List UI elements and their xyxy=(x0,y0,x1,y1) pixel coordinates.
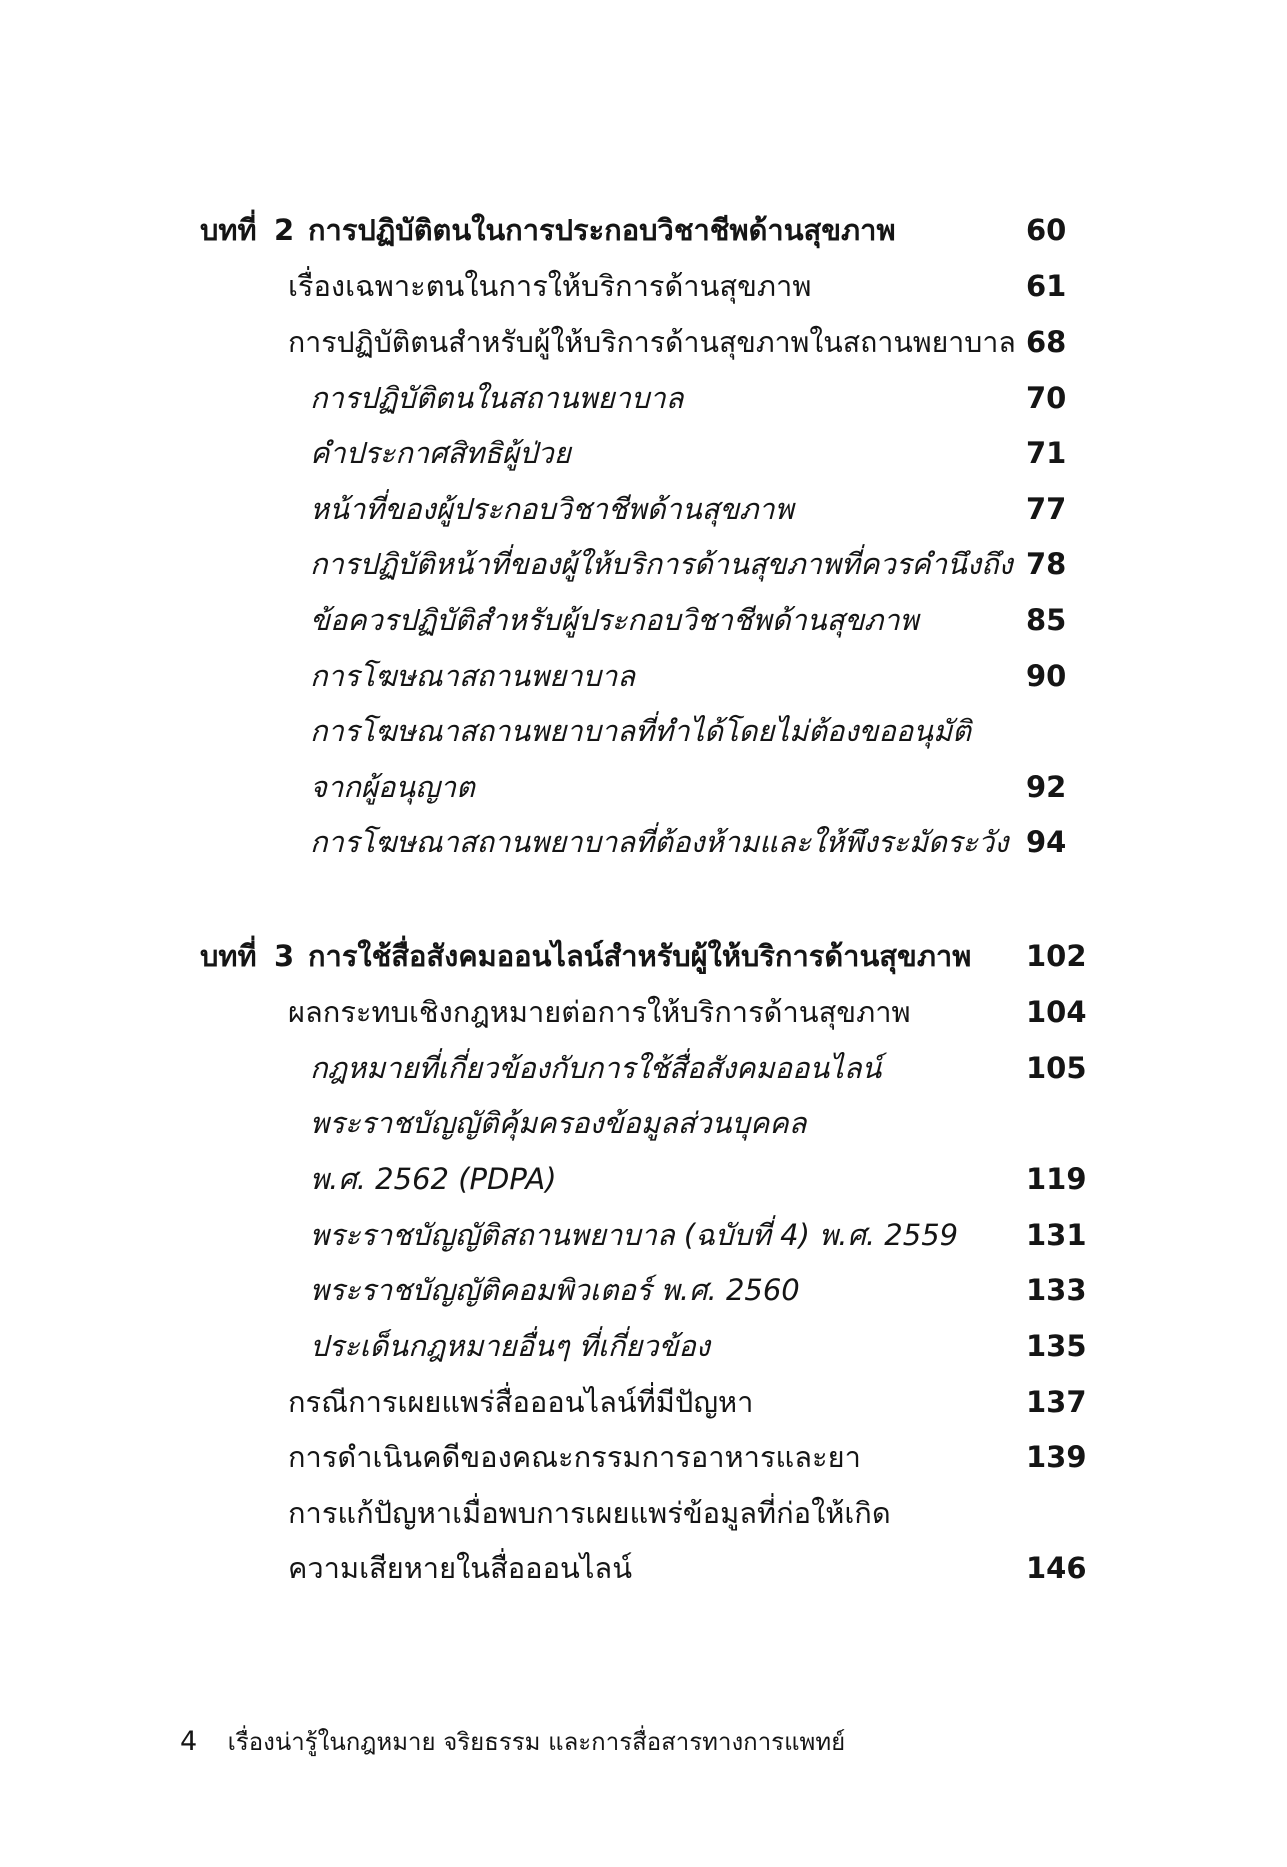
toc-page-number: 78 xyxy=(1026,547,1067,581)
footer-page-number: 4 xyxy=(180,1726,198,1757)
toc-entry-title: กฎหมายที่เกี่ยวข้องกับการใช้สื่อสังคมออนไลน์ xyxy=(310,1051,882,1085)
toc-page-number: 70 xyxy=(1026,381,1067,415)
toc-page-number: 61 xyxy=(1026,269,1067,303)
toc-page-number: 131 xyxy=(1026,1218,1087,1252)
chapter-number: 2 xyxy=(274,213,295,247)
toc-page-number: 102 xyxy=(1026,939,1087,973)
toc-page-number: 85 xyxy=(1026,603,1067,637)
toc-page-number: 104 xyxy=(1026,995,1087,1029)
page-footer xyxy=(180,1722,845,1762)
toc-page-number: 77 xyxy=(1026,492,1067,526)
toc-page-number: 105 xyxy=(1026,1051,1087,1085)
toc-page-number: 71 xyxy=(1026,436,1067,470)
toc-page-number: 139 xyxy=(1026,1440,1087,1474)
toc-entry-title: จากผู้อนุญาต xyxy=(310,770,475,804)
toc-page-number: 146 xyxy=(1026,1551,1087,1585)
toc-entry-title: เรื่องเฉพาะตนในการให้บริการด้านสุขภาพ xyxy=(288,269,812,303)
toc-page-number: 135 xyxy=(1026,1329,1087,1363)
toc-entry-title: การโฆษณาสถานพยาบาลที่ต้องห้ามและให้พึงระมัดระวัง xyxy=(310,825,1009,859)
toc-entry-title: หน้าที่ของผู้ประกอบวิชาชีพด้านสุขภาพ xyxy=(310,492,794,526)
toc-entry-title: คำประกาศสิทธิผู้ป่วย xyxy=(310,436,571,470)
toc-entry-title: กรณีการเผยแพร่สื่อออนไลน์ที่มีปัญหา xyxy=(288,1385,754,1419)
toc-page-number: 119 xyxy=(1026,1162,1087,1196)
toc-entry-title: พ.ศ. 2562 (PDPA) xyxy=(310,1162,557,1196)
toc-entry-title: การปฏิบัติตนสำหรับผู้ให้บริการด้านสุขภาพในสถานพยาบาล xyxy=(288,325,1016,359)
chapter-label: บทที่ xyxy=(200,939,257,973)
toc-page-number: 68 xyxy=(1026,325,1067,359)
toc-entry-title: ข้อควรปฏิบัติสำหรับผู้ประกอบวิชาชีพด้านสุขภาพ xyxy=(310,603,919,637)
toc-entry-title xyxy=(200,206,896,254)
toc-entry-title: ความเสียหายในสื่อออนไลน์ xyxy=(288,1551,633,1585)
toc-entry-title: การโฆษณาสถานพยาบาลที่ทำได้โดยไม่ต้องขออนุมัติ xyxy=(310,714,971,748)
toc-page-number: 60 xyxy=(1026,213,1067,247)
toc-entry-title: พระราชบัญญัติคุ้มครองข้อมูลส่วนบุคคล xyxy=(310,1106,807,1140)
toc-entry-title: การดำเนินคดีของคณะกรรมการอาหารและยา xyxy=(288,1440,861,1474)
toc-page-number: 92 xyxy=(1026,770,1067,804)
footer-book-title: เรื่องน่ารู้ในกฎหมาย จริยธรรม และการสื่อสารทางการแพทย์ xyxy=(227,1728,846,1756)
toc-entry-title: ผลกระทบเชิงกฎหมายต่อการให้บริการด้านสุขภาพ xyxy=(288,995,911,1029)
toc-entry-title: ประเด็นกฎหมายอื่นๆ ที่เกี่ยวข้อง xyxy=(310,1329,710,1363)
toc-entry-title: การแก้ปัญหาเมื่อพบการเผยแพร่ข้อมูลที่ก่อให้เกิด xyxy=(288,1496,891,1530)
toc-page-number: 90 xyxy=(1026,659,1067,693)
chapter-label: บทที่ xyxy=(200,213,257,247)
chapter-title: การใช้สื่อสังคมออนไลน์สำหรับผู้ให้บริการด้านสุขภาพ xyxy=(308,939,972,973)
chapter-number: 3 xyxy=(274,939,295,973)
toc-entry-title: พระราชบัญญัติสถานพยาบาล (ฉบับที่ 4) พ.ศ. 2559 xyxy=(310,1218,959,1252)
toc-page-number: 94 xyxy=(1026,825,1067,859)
toc-entry-title: การปฏิบัติหน้าที่ของผู้ให้บริการด้านสุขภาพที่ควรคำนึงถึง xyxy=(310,547,1013,581)
toc-page-number: 133 xyxy=(1026,1273,1087,1307)
toc-entry-title: พระราชบัญญัติคอมพิวเตอร์ พ.ศ. 2560 xyxy=(310,1273,800,1307)
chapter-title: การปฏิบัติตนในการประกอบวิชาชีพด้านสุขภาพ xyxy=(308,213,896,247)
toc-entry-title: การปฏิบัติตนในสถานพยาบาล xyxy=(310,381,684,415)
toc-entry-title: การโฆษณาสถานพยาบาล xyxy=(310,659,636,693)
toc-page-number: 137 xyxy=(1026,1385,1087,1419)
toc-entry-title xyxy=(200,932,971,980)
